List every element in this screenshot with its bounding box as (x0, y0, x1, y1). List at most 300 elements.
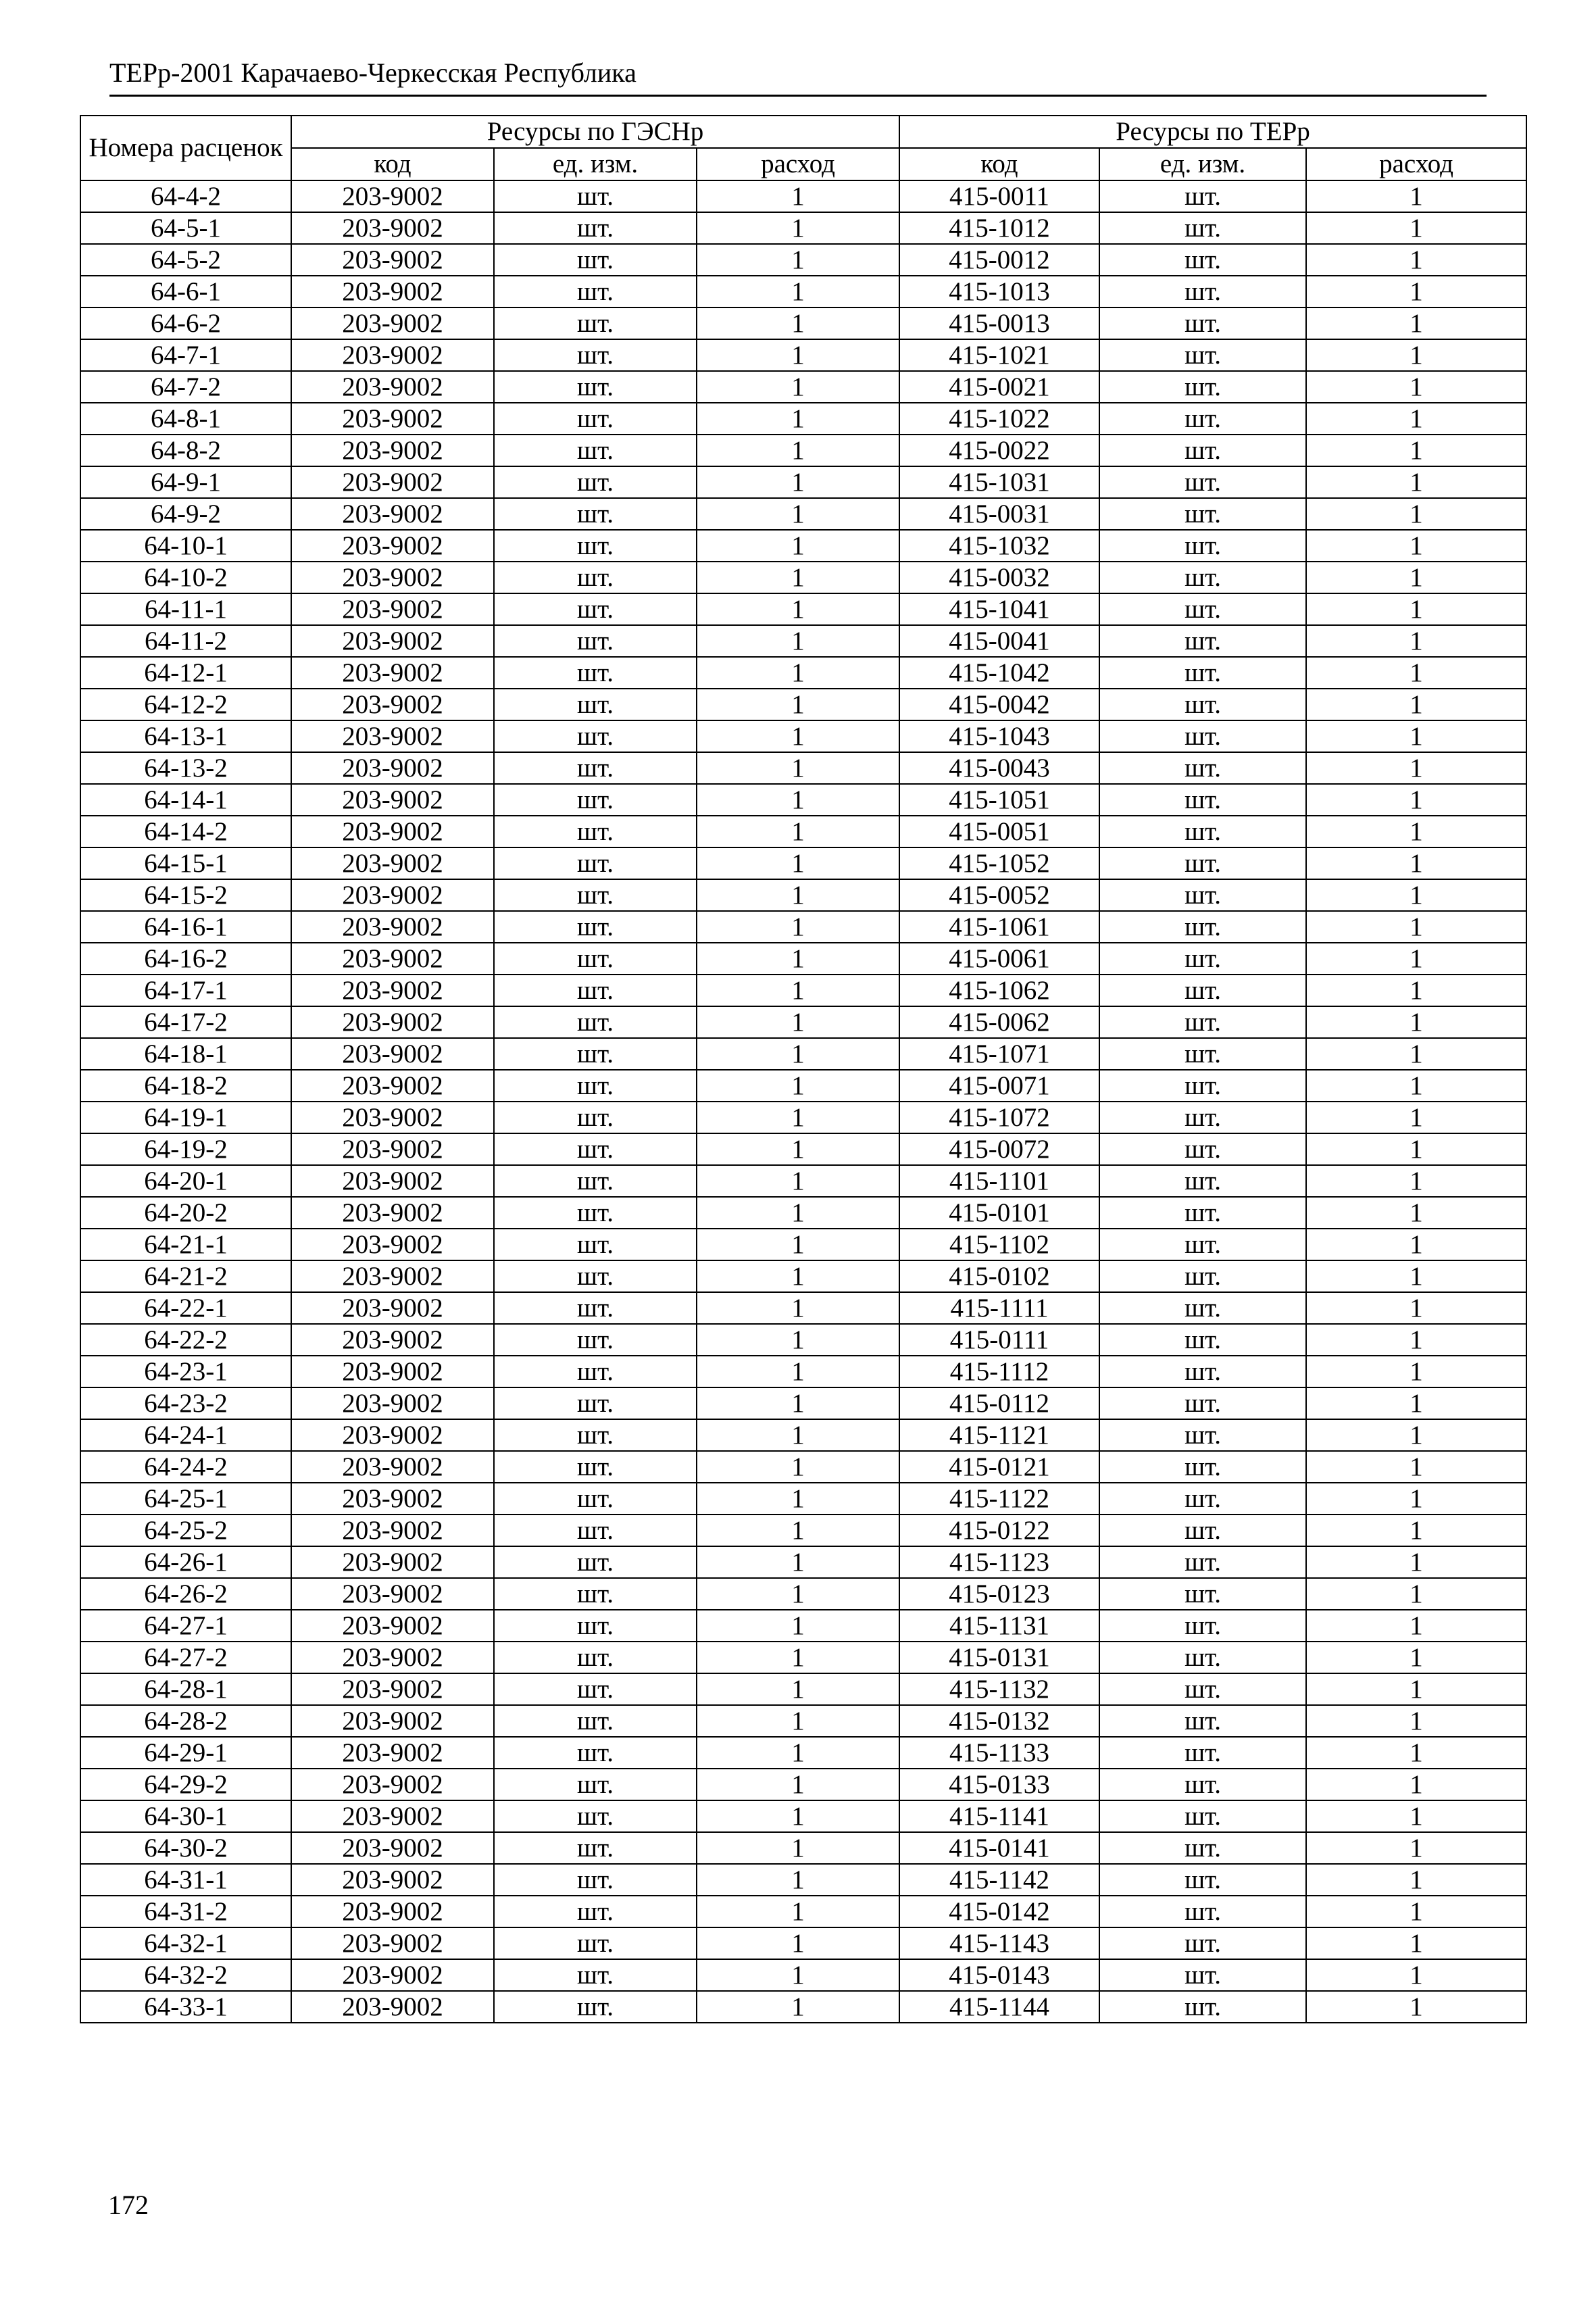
gesn-code-cell: 203-9002 (291, 625, 494, 657)
ter-consumption-cell: 1 (1306, 1864, 1526, 1896)
gesn-consumption-cell: 1 (697, 562, 899, 593)
gesn-consumption-cell: 1 (697, 435, 899, 466)
rate-number-cell: 64-30-1 (80, 1800, 291, 1832)
gesn-unit-cell: шт. (494, 1927, 697, 1959)
gesn-code-cell: 203-9002 (291, 1991, 494, 2023)
table-row (80, 212, 1526, 244)
header-rate-numbers: Номера расценок (80, 116, 291, 180)
gesn-code-cell: 203-9002 (291, 435, 494, 466)
gesn-consumption-cell: 1 (697, 339, 899, 371)
table-row (80, 466, 1526, 498)
gesn-consumption-cell: 1 (697, 911, 899, 943)
ter-unit-cell: шт. (1099, 1229, 1306, 1260)
header-ter-code: код (899, 148, 1099, 180)
ter-unit-cell: шт. (1099, 1642, 1306, 1673)
table-row (80, 1769, 1526, 1800)
ter-consumption-cell: 1 (1306, 784, 1526, 816)
table-body (80, 180, 1526, 2023)
rate-number-cell: 64-29-2 (80, 1769, 291, 1800)
ter-unit-cell: шт. (1099, 1292, 1306, 1324)
table-row (80, 339, 1526, 371)
gesn-consumption-cell: 1 (697, 1006, 899, 1038)
ter-code-cell: 415-1061 (899, 911, 1099, 943)
rate-number-cell: 64-32-1 (80, 1927, 291, 1959)
ter-unit-cell: шт. (1099, 1705, 1306, 1737)
table-row (80, 689, 1526, 720)
table-row (80, 752, 1526, 784)
gesn-code-cell: 203-9002 (291, 1356, 494, 1387)
ter-unit-cell: шт. (1099, 784, 1306, 816)
ter-code-cell: 415-1111 (899, 1292, 1099, 1324)
rate-number-cell: 64-21-2 (80, 1260, 291, 1292)
page-number: 172 (108, 2190, 149, 2220)
gesn-code-cell: 203-9002 (291, 1578, 494, 1610)
gesn-unit-cell: шт. (494, 689, 697, 720)
rate-number-cell: 64-19-2 (80, 1133, 291, 1165)
gesn-consumption-cell: 1 (697, 1991, 899, 2023)
gesn-consumption-cell: 1 (697, 720, 899, 752)
gesn-code-cell: 203-9002 (291, 1102, 494, 1133)
rate-number-cell: 64-14-1 (80, 784, 291, 816)
rate-number-cell: 64-7-1 (80, 339, 291, 371)
rate-number-cell: 64-4-2 (80, 180, 291, 212)
ter-code-cell: 415-0052 (899, 879, 1099, 911)
ter-consumption-cell: 1 (1306, 1292, 1526, 1324)
ter-unit-cell: шт. (1099, 593, 1306, 625)
table-row (80, 657, 1526, 689)
ter-unit-cell: шт. (1099, 1070, 1306, 1102)
table-row (80, 1133, 1526, 1165)
ter-unit-cell: шт. (1099, 1927, 1306, 1959)
gesn-consumption-cell: 1 (697, 975, 899, 1006)
ter-unit-cell: шт. (1099, 847, 1306, 879)
gesn-unit-cell: шт. (494, 1260, 697, 1292)
ter-unit-cell: шт. (1099, 1356, 1306, 1387)
gesn-code-cell: 203-9002 (291, 689, 494, 720)
ter-consumption-cell: 1 (1306, 1419, 1526, 1451)
ter-unit-cell: шт. (1099, 1864, 1306, 1896)
gesn-code-cell: 203-9002 (291, 276, 494, 307)
gesn-unit-cell: шт. (494, 784, 697, 816)
ter-consumption-cell: 1 (1306, 1006, 1526, 1038)
gesn-consumption-cell: 1 (697, 625, 899, 657)
gesn-unit-cell: шт. (494, 1070, 697, 1102)
gesn-unit-cell: шт. (494, 1133, 697, 1165)
table-row (80, 1737, 1526, 1769)
table-row (80, 276, 1526, 307)
header-ter-unit: ед. изм. (1099, 148, 1306, 180)
ter-code-cell: 415-1051 (899, 784, 1099, 816)
header-row-columns (80, 148, 1526, 180)
gesn-code-cell: 203-9002 (291, 1070, 494, 1102)
gesn-unit-cell: шт. (494, 1673, 697, 1705)
gesn-unit-cell: шт. (494, 1610, 697, 1642)
gesn-consumption-cell: 1 (697, 816, 899, 847)
ter-consumption-cell: 1 (1306, 1324, 1526, 1356)
gesn-unit-cell: шт. (494, 1419, 697, 1451)
rate-number-cell: 64-10-1 (80, 530, 291, 562)
gesn-unit-cell: шт. (494, 1292, 697, 1324)
table-row (80, 1515, 1526, 1546)
gesn-unit-cell: шт. (494, 530, 697, 562)
rate-number-cell: 64-18-2 (80, 1070, 291, 1102)
table-row (80, 1610, 1526, 1642)
table-row (80, 1673, 1526, 1705)
gesn-code-cell: 203-9002 (291, 1324, 494, 1356)
ter-code-cell: 415-0031 (899, 498, 1099, 530)
rate-number-cell: 64-13-1 (80, 720, 291, 752)
gesn-code-cell: 203-9002 (291, 1610, 494, 1642)
gesn-unit-cell: шт. (494, 625, 697, 657)
gesn-code-cell: 203-9002 (291, 593, 494, 625)
ter-unit-cell: шт. (1099, 1610, 1306, 1642)
gesn-consumption-cell: 1 (697, 1515, 899, 1546)
gesn-unit-cell: шт. (494, 1800, 697, 1832)
gesn-code-cell: 203-9002 (291, 752, 494, 784)
rate-number-cell: 64-22-1 (80, 1292, 291, 1324)
table-row (80, 180, 1526, 212)
rate-number-cell: 64-31-2 (80, 1896, 291, 1927)
gesn-code-cell: 203-9002 (291, 562, 494, 593)
gesn-unit-cell: шт. (494, 975, 697, 1006)
gesn-consumption-cell: 1 (697, 276, 899, 307)
gesn-unit-cell: шт. (494, 1737, 697, 1769)
table-row (80, 1038, 1526, 1070)
ter-consumption-cell: 1 (1306, 403, 1526, 435)
gesn-consumption-cell: 1 (697, 1387, 899, 1419)
gesn-unit-cell: шт. (494, 1197, 697, 1229)
gesn-consumption-cell: 1 (697, 212, 899, 244)
rates-table (80, 115, 1527, 2023)
ter-code-cell: 415-1071 (899, 1038, 1099, 1070)
table-row (80, 1483, 1526, 1515)
table-row (80, 498, 1526, 530)
ter-code-cell: 415-0071 (899, 1070, 1099, 1102)
ter-unit-cell: шт. (1099, 657, 1306, 689)
ter-consumption-cell: 1 (1306, 435, 1526, 466)
ter-code-cell: 415-1101 (899, 1165, 1099, 1197)
gesn-unit-cell: шт. (494, 403, 697, 435)
table-row (80, 1451, 1526, 1483)
table-row (80, 816, 1526, 847)
ter-consumption-cell: 1 (1306, 1515, 1526, 1546)
header-gesn-group: Ресурсы по ГЭСНр (291, 116, 899, 148)
gesn-code-cell: 203-9002 (291, 1419, 494, 1451)
ter-unit-cell: шт. (1099, 530, 1306, 562)
ter-unit-cell: шт. (1099, 180, 1306, 212)
rate-number-cell: 64-31-1 (80, 1864, 291, 1896)
ter-consumption-cell: 1 (1306, 1991, 1526, 2023)
gesn-unit-cell: шт. (494, 212, 697, 244)
ter-consumption-cell: 1 (1306, 879, 1526, 911)
table-row (80, 1006, 1526, 1038)
ter-code-cell: 415-1043 (899, 720, 1099, 752)
rate-number-cell: 64-8-1 (80, 403, 291, 435)
ter-unit-cell: шт. (1099, 1387, 1306, 1419)
rate-number-cell: 64-27-2 (80, 1642, 291, 1673)
gesn-consumption-cell: 1 (697, 689, 899, 720)
ter-code-cell: 415-0142 (899, 1896, 1099, 1927)
ter-consumption-cell: 1 (1306, 1959, 1526, 1991)
ter-code-cell: 415-1052 (899, 847, 1099, 879)
gesn-code-cell: 203-9002 (291, 1673, 494, 1705)
ter-consumption-cell: 1 (1306, 180, 1526, 212)
header-rule (109, 95, 1487, 97)
gesn-code-cell: 203-9002 (291, 1832, 494, 1864)
ter-code-cell: 415-0062 (899, 1006, 1099, 1038)
rate-number-cell: 64-9-1 (80, 466, 291, 498)
ter-code-cell: 415-1022 (899, 403, 1099, 435)
rate-number-cell: 64-26-1 (80, 1546, 291, 1578)
ter-unit-cell: шт. (1099, 1006, 1306, 1038)
gesn-consumption-cell: 1 (697, 244, 899, 276)
gesn-unit-cell: шт. (494, 1642, 697, 1673)
ter-consumption-cell: 1 (1306, 1832, 1526, 1864)
gesn-consumption-cell: 1 (697, 1229, 899, 1260)
ter-consumption-cell: 1 (1306, 1578, 1526, 1610)
rate-number-cell: 64-10-2 (80, 562, 291, 593)
table-row (80, 784, 1526, 816)
ter-consumption-cell: 1 (1306, 1451, 1526, 1483)
gesn-consumption-cell: 1 (697, 1832, 899, 1864)
gesn-code-cell: 203-9002 (291, 339, 494, 371)
gesn-code-cell: 203-9002 (291, 212, 494, 244)
gesn-unit-cell: шт. (494, 1102, 697, 1133)
ter-code-cell: 415-1123 (899, 1546, 1099, 1578)
gesn-consumption-cell: 1 (697, 1260, 899, 1292)
gesn-consumption-cell: 1 (697, 1769, 899, 1800)
gesn-consumption-cell: 1 (697, 1070, 899, 1102)
gesn-code-cell: 203-9002 (291, 466, 494, 498)
table-row (80, 307, 1526, 339)
ter-unit-cell: шт. (1099, 689, 1306, 720)
gesn-code-cell: 203-9002 (291, 1483, 494, 1515)
gesn-code-cell: 203-9002 (291, 1737, 494, 1769)
ter-code-cell: 415-1112 (899, 1356, 1099, 1387)
ter-unit-cell: шт. (1099, 244, 1306, 276)
rate-number-cell: 64-11-1 (80, 593, 291, 625)
ter-unit-cell: шт. (1099, 911, 1306, 943)
table-row (80, 1165, 1526, 1197)
gesn-unit-cell: шт. (494, 562, 697, 593)
table-row (80, 1387, 1526, 1419)
gesn-unit-cell: шт. (494, 339, 697, 371)
gesn-consumption-cell: 1 (697, 1959, 899, 1991)
table-row (80, 1832, 1526, 1864)
table-header (80, 116, 1526, 180)
ter-consumption-cell: 1 (1306, 1927, 1526, 1959)
ter-consumption-cell: 1 (1306, 498, 1526, 530)
ter-code-cell: 415-1032 (899, 530, 1099, 562)
gesn-unit-cell: шт. (494, 593, 697, 625)
ter-consumption-cell: 1 (1306, 1165, 1526, 1197)
ter-unit-cell: шт. (1099, 1038, 1306, 1070)
gesn-unit-cell: шт. (494, 466, 697, 498)
ter-code-cell: 415-1122 (899, 1483, 1099, 1515)
ter-consumption-cell: 1 (1306, 847, 1526, 879)
table-row (80, 1260, 1526, 1292)
rate-number-cell: 64-12-2 (80, 689, 291, 720)
rate-number-cell: 64-13-2 (80, 752, 291, 784)
ter-code-cell: 415-0022 (899, 435, 1099, 466)
ter-code-cell: 415-0102 (899, 1260, 1099, 1292)
table-row (80, 943, 1526, 975)
ter-consumption-cell: 1 (1306, 1610, 1526, 1642)
table-row (80, 1642, 1526, 1673)
ter-unit-cell: шт. (1099, 498, 1306, 530)
table-row (80, 720, 1526, 752)
gesn-code-cell: 203-9002 (291, 911, 494, 943)
gesn-unit-cell: шт. (494, 180, 697, 212)
gesn-code-cell: 203-9002 (291, 1800, 494, 1832)
gesn-code-cell: 203-9002 (291, 307, 494, 339)
gesn-consumption-cell: 1 (697, 498, 899, 530)
ter-unit-cell: шт. (1099, 1991, 1306, 2023)
gesn-code-cell: 203-9002 (291, 1705, 494, 1737)
ter-unit-cell: шт. (1099, 1800, 1306, 1832)
ter-consumption-cell: 1 (1306, 307, 1526, 339)
gesn-consumption-cell: 1 (697, 1483, 899, 1515)
ter-unit-cell: шт. (1099, 1832, 1306, 1864)
table-row (80, 1578, 1526, 1610)
rate-number-cell: 64-20-1 (80, 1165, 291, 1197)
ter-unit-cell: шт. (1099, 212, 1306, 244)
rate-number-cell: 64-17-1 (80, 975, 291, 1006)
ter-unit-cell: шт. (1099, 625, 1306, 657)
ter-consumption-cell: 1 (1306, 1800, 1526, 1832)
ter-code-cell: 415-0132 (899, 1705, 1099, 1737)
ter-unit-cell: шт. (1099, 1260, 1306, 1292)
ter-code-cell: 415-1072 (899, 1102, 1099, 1133)
ter-consumption-cell: 1 (1306, 1737, 1526, 1769)
gesn-unit-cell: шт. (494, 1896, 697, 1927)
ter-code-cell: 415-1131 (899, 1610, 1099, 1642)
gesn-code-cell: 203-9002 (291, 371, 494, 403)
rate-number-cell: 64-23-2 (80, 1387, 291, 1419)
rate-number-cell: 64-19-1 (80, 1102, 291, 1133)
gesn-consumption-cell: 1 (697, 1737, 899, 1769)
gesn-code-cell: 203-9002 (291, 879, 494, 911)
table-row (80, 1864, 1526, 1896)
gesn-code-cell: 203-9002 (291, 1038, 494, 1070)
ter-consumption-cell: 1 (1306, 371, 1526, 403)
ter-consumption-cell: 1 (1306, 975, 1526, 1006)
gesn-unit-cell: шт. (494, 276, 697, 307)
table-row (80, 1229, 1526, 1260)
table-row (80, 1546, 1526, 1578)
gesn-code-cell: 203-9002 (291, 1292, 494, 1324)
gesn-code-cell: 203-9002 (291, 784, 494, 816)
ter-unit-cell: шт. (1099, 1578, 1306, 1610)
table-row (80, 879, 1526, 911)
ter-code-cell: 415-0021 (899, 371, 1099, 403)
gesn-code-cell: 203-9002 (291, 1133, 494, 1165)
ter-consumption-cell: 1 (1306, 1038, 1526, 1070)
ter-consumption-cell: 1 (1306, 1197, 1526, 1229)
ter-unit-cell: шт. (1099, 1483, 1306, 1515)
rate-number-cell: 64-9-2 (80, 498, 291, 530)
gesn-unit-cell: шт. (494, 1769, 697, 1800)
gesn-consumption-cell: 1 (697, 752, 899, 784)
ter-code-cell: 415-0121 (899, 1451, 1099, 1483)
gesn-unit-cell: шт. (494, 1991, 697, 2023)
ter-unit-cell: шт. (1099, 1324, 1306, 1356)
table-row (80, 1197, 1526, 1229)
ter-consumption-cell: 1 (1306, 816, 1526, 847)
gesn-unit-cell: шт. (494, 498, 697, 530)
gesn-code-cell: 203-9002 (291, 847, 494, 879)
gesn-consumption-cell: 1 (697, 371, 899, 403)
ter-code-cell: 415-0143 (899, 1959, 1099, 1991)
ter-code-cell: 415-0061 (899, 943, 1099, 975)
ter-consumption-cell: 1 (1306, 562, 1526, 593)
rate-number-cell: 64-7-2 (80, 371, 291, 403)
gesn-unit-cell: шт. (494, 720, 697, 752)
ter-unit-cell: шт. (1099, 1959, 1306, 1991)
ter-code-cell: 415-1102 (899, 1229, 1099, 1260)
ter-consumption-cell: 1 (1306, 1546, 1526, 1578)
gesn-code-cell: 203-9002 (291, 1229, 494, 1260)
ter-unit-cell: шт. (1099, 1769, 1306, 1800)
gesn-code-cell: 203-9002 (291, 657, 494, 689)
gesn-unit-cell: шт. (494, 1483, 697, 1515)
ter-unit-cell: шт. (1099, 1896, 1306, 1927)
ter-unit-cell: шт. (1099, 1451, 1306, 1483)
gesn-code-cell: 203-9002 (291, 180, 494, 212)
ter-code-cell: 415-1031 (899, 466, 1099, 498)
ter-consumption-cell: 1 (1306, 752, 1526, 784)
gesn-consumption-cell: 1 (697, 1896, 899, 1927)
gesn-code-cell: 203-9002 (291, 1864, 494, 1896)
gesn-unit-cell: шт. (494, 1832, 697, 1864)
gesn-consumption-cell: 1 (697, 1546, 899, 1578)
rate-number-cell: 64-17-2 (80, 1006, 291, 1038)
rate-number-cell: 64-22-2 (80, 1324, 291, 1356)
rate-number-cell: 64-26-2 (80, 1578, 291, 1610)
rate-number-cell: 64-6-1 (80, 276, 291, 307)
gesn-code-cell: 203-9002 (291, 244, 494, 276)
header-ter-group: Ресурсы по ТЕРр (899, 116, 1526, 148)
table-row (80, 1959, 1526, 1991)
ter-code-cell: 415-0123 (899, 1578, 1099, 1610)
rate-number-cell: 64-23-1 (80, 1356, 291, 1387)
table-row (80, 403, 1526, 435)
ter-code-cell: 415-1143 (899, 1927, 1099, 1959)
ter-consumption-cell: 1 (1306, 625, 1526, 657)
rate-number-cell: 64-25-2 (80, 1515, 291, 1546)
ter-consumption-cell: 1 (1306, 593, 1526, 625)
gesn-code-cell: 203-9002 (291, 816, 494, 847)
gesn-consumption-cell: 1 (697, 1864, 899, 1896)
rate-number-cell: 64-16-2 (80, 943, 291, 975)
ter-unit-cell: шт. (1099, 307, 1306, 339)
ter-unit-cell: шт. (1099, 371, 1306, 403)
gesn-unit-cell: шт. (494, 1165, 697, 1197)
ter-consumption-cell: 1 (1306, 657, 1526, 689)
header-gesn-code: код (291, 148, 494, 180)
header-row-groups (80, 116, 1526, 148)
rate-number-cell: 64-24-2 (80, 1451, 291, 1483)
ter-unit-cell: шт. (1099, 879, 1306, 911)
ter-unit-cell: шт. (1099, 1546, 1306, 1578)
gesn-consumption-cell: 1 (697, 784, 899, 816)
ter-code-cell: 415-1142 (899, 1864, 1099, 1896)
ter-consumption-cell: 1 (1306, 1769, 1526, 1800)
table-row (80, 435, 1526, 466)
gesn-consumption-cell: 1 (697, 1324, 899, 1356)
gesn-consumption-cell: 1 (697, 1038, 899, 1070)
rate-number-cell: 64-30-2 (80, 1832, 291, 1864)
